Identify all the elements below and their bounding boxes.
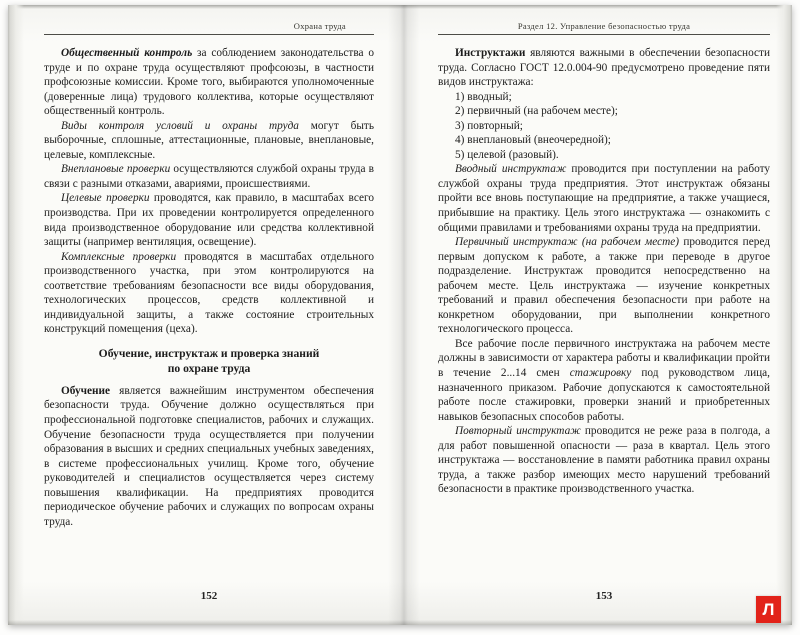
page-edge-right bbox=[776, 5, 792, 625]
paragraph-lead: Целевые проверки bbox=[61, 192, 150, 205]
paragraph bbox=[438, 46, 770, 90]
list-item: 2) первичный (на рабочем месте); bbox=[455, 105, 618, 118]
paragraph-lead: Комплексные проверки bbox=[61, 250, 177, 263]
section-heading bbox=[44, 346, 374, 376]
paragraph bbox=[44, 46, 374, 119]
paragraph-lead: Повторный инструктаж bbox=[455, 425, 581, 438]
paragraph-lead: Виды контроля условий и охраны труда bbox=[61, 119, 299, 132]
paragraph-text: за соблюдением законодательства о труде и по охране труда осуществляют профсоюзы, в частности профсоюзные комиссии. Кроме того, выбираются уполномоченные (доверенные лица) трудового коллектива, которые осуществляют общественный контроль. bbox=[44, 47, 374, 118]
paragraph-text: являются важными в обеспечении безопасности труда. Согласно ГОСТ 12.0.004-90 предусмотрено проведение пяти видов инструктажа: bbox=[438, 47, 770, 89]
paragraph bbox=[44, 250, 374, 337]
paragraph bbox=[44, 119, 374, 163]
running-head-right: Раздел 12. Управление безопасностью труда bbox=[517, 21, 691, 31]
list-item: 4) внеплановый (внеочередной); bbox=[455, 134, 611, 147]
publisher-logo bbox=[756, 596, 781, 623]
section-heading-line1: Обучение, инструктаж и проверка знаний bbox=[98, 346, 320, 360]
paragraph-text: могут быть выборочные, сплошные, аттестационные, плановые, внеплановые, целевые, комплексные. bbox=[44, 119, 374, 161]
paragraph-text: Все рабочие после первичного инструктажа на рабочем месте должны в зависимости от характера работы и квалификации пройти в течение 2...14 смен bbox=[438, 337, 770, 380]
head-rule-left bbox=[44, 34, 374, 35]
page-number-right: 153 bbox=[595, 590, 613, 602]
page-edge-left bbox=[8, 5, 24, 625]
paragraph-text: проводится при поступлении на работу службой охраны труда предприятия. Этот инструктаж обязаны пройти все вновь поступающие на предприятие, а также учащиеся, прибывшие на практику. Цель этого инструктажа — ознакомить с общими правилами и требованиями охраны труда на предприятии. bbox=[438, 163, 770, 234]
paragraph-lead: Первичный инструктаж (на рабочем месте) bbox=[455, 236, 680, 249]
section-heading-line2: по охране труда bbox=[167, 361, 251, 375]
paragraph-lead: Обучение bbox=[61, 384, 111, 397]
paragraph bbox=[438, 162, 770, 235]
publisher-logo-letter: Л bbox=[762, 600, 775, 619]
paragraph-lead: Общественный контроль bbox=[61, 47, 193, 59]
list-item: 3) повторный; bbox=[455, 119, 523, 132]
paragraph bbox=[44, 384, 374, 529]
paragraph bbox=[44, 162, 374, 191]
paragraph-text: проводятся, как правило, в масштабах всего производства. При их проведении контролируется определенного вида производственное оборудование или средства коллективной защиты (например вентиляция, освещение). bbox=[44, 192, 374, 249]
head-rule-right bbox=[438, 34, 770, 35]
paragraph-text: проводятся в масштабах отдельного производственного участка, при этом контролируются на соответствие требованиям безопасности все виды оборудования, технологических процессов, средств коллективной и индивидуальной защиты, а также состояние строительных конструкций помещения (цеха). bbox=[44, 250, 374, 336]
paragraph-lead: Инструктажи bbox=[455, 47, 526, 59]
list-item: 5) целевой (разовый). bbox=[455, 148, 559, 161]
paragraph-lead: Внеплановые проверки bbox=[61, 163, 171, 176]
paragraph bbox=[438, 424, 770, 497]
book-gutter bbox=[388, 5, 420, 625]
book-spread bbox=[8, 5, 792, 625]
paragraph-lead: Вводный инструктаж bbox=[455, 163, 567, 176]
page-right bbox=[438, 21, 770, 611]
paragraph bbox=[438, 337, 770, 424]
paragraph-text: является важнейшим инструментом обеспечения безопасности труда. Обучение должно осуществляться при профессиональной подготовке специалистов, рабочих и служащих. Обучение безопасности труда осуществляется при получении образования в высших и средних специальных учебных заведениях, в системе профессиональных училищ. Кроме того, обучение руководителей и специалистов осуществляется через систему повышения квалификации. На предприятиях проводится периодическое обучение рабочих и служащих по вопросам охраны труда. bbox=[44, 384, 374, 528]
list-item: 1) вводный; bbox=[455, 90, 512, 103]
paragraph-text: проводится перед первым допуском к работе, а также при переводе в другое подразделение. Инструктаж проводится непосредственно на рабочем месте. Цель инструктажа — изучение конкретных требований и правил обеспечения безопасности при работе на конкретном оборудовании, при выполнении конкретного технологического процесса. bbox=[438, 236, 770, 336]
paragraph-text: под руководством лица, назначенного приказом. Рабочие допускаются к самостоятельной работе после стажировки, проверки знаний и приобретенных навыков безопасных способов работы. bbox=[438, 367, 770, 423]
paragraph-text: проводится не реже раза в полгода, а для работ повышенной опасности — раза в квартал. Цель этого инструктажа — восстановление в памяти работника правил охраны труда, а также разбор имеющих место нарушений требований безопасности в практике производственного участка. bbox=[438, 425, 770, 496]
paragraph-text: осуществляются службой охраны труда в связи с разными отказами, авариями, происшествиями. bbox=[44, 163, 374, 190]
running-head-left: Охрана труда bbox=[293, 21, 346, 31]
page-left bbox=[44, 21, 374, 611]
page-left-body bbox=[44, 46, 374, 529]
page-right-body bbox=[438, 46, 770, 497]
paragraph bbox=[438, 235, 770, 337]
paragraph-emphasis: стажировку bbox=[569, 367, 632, 380]
paragraph bbox=[44, 191, 374, 249]
page-number-left: 152 bbox=[200, 590, 218, 602]
